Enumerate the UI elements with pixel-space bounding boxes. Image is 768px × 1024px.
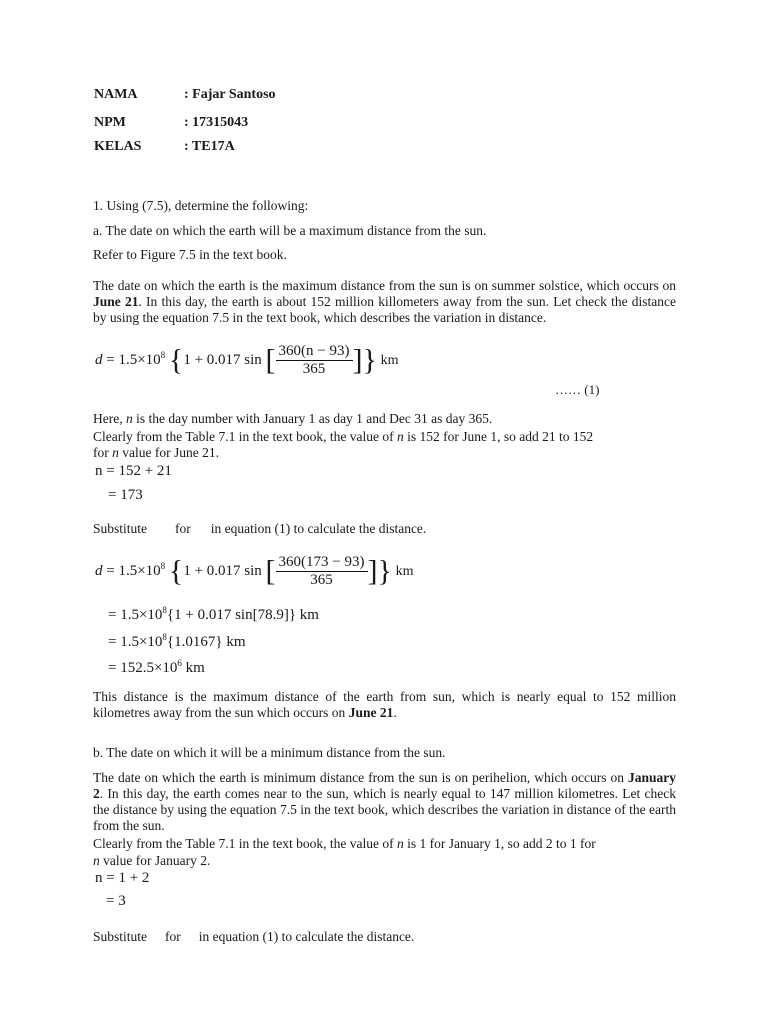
paragraph-2-line-3: for n value for June 21. (93, 445, 219, 460)
paragraph-5-line-1: Clearly from the Table 7.1 in the text book, the value of n is 1 for January 1, so add 2 to 1 for (93, 836, 596, 851)
npm-row (94, 115, 248, 131)
distance-step-3: = $1.5\times 10^8\{1.0167\}$ km (108, 632, 246, 650)
n-equation-b1: n = 1 + 2 (95, 870, 150, 886)
paragraph-2-line-1: Here, n is the day number with January 1 as day 1 and Dec 31 as day 365. (93, 411, 493, 426)
n-equation-1: n = 152 + 21 (95, 463, 172, 479)
distance-equation: $d = 1.5\times 10^8$ {1 + 0.017 sin [ $\frac{360(n - 93)}{365}$ ]} km (95, 343, 399, 377)
name-value: : Fajar Santoso (184, 87, 276, 102)
n-equation-b2: = 3 (106, 893, 126, 909)
paragraph-4: The date on which the earth is minimum distance from the sun is on perihelion, which occurs on January 2. In this day, the earth comes near to the sun, which is nearly equal to 147 million kilometres. Let check the distance by using the equation 7.5 in the text book, which describes the variation in distance of the earth from the sun. (93, 770, 676, 833)
distance-step-2: = $1.5\times 10^8\{1 + 0.017$ sin[78.9]} km (108, 605, 319, 623)
npm-value: : 17315043 (184, 115, 249, 130)
name-label: NAMA (94, 87, 138, 102)
question-intro: 1. Using (7.5), determine the following: (93, 198, 309, 213)
class-row (94, 139, 235, 155)
class-label: KELAS (94, 139, 142, 154)
part-a-heading: a. The date on which the earth will be a maximum distance from the sun. (93, 223, 487, 238)
substitute-line: Substitute for in equation (1) to calculate the distance. (93, 521, 427, 536)
paragraph-3: This distance is the maximum distance of the earth from sun, which is nearly equal to 152 million kilometres away from the sun which occurs on June 21. (93, 689, 676, 720)
npm-label: NPM (94, 115, 126, 130)
class-value: : TE17A (184, 139, 235, 154)
refer-text: Refer to Figure 7.5 in the text book. (93, 247, 287, 262)
paragraph-1: The date on which the earth is the maximum distance from the sun is on summer solstice, which occurs on June 21. In this day, the earth is about 152 million killometers away from the sun. Let check the distance by using the equation 7.5 in the text book, which describes the variation in distance. (93, 278, 676, 325)
equation-number: …… (1) (555, 382, 600, 397)
paragraph-5-line-2: n value for January 2. (93, 853, 211, 868)
distance-substituted: $d = 1.5\times 10^8$ {1 + 0.017 sin [ $\frac{360(173 - 93)}{365}$ ]} km (95, 554, 414, 588)
distance-result: = $152.5\times 10^6$ km (108, 658, 205, 676)
part-b-heading: b. The date on which it will be a minimum distance from the sun. (93, 745, 446, 760)
paragraph-2-line-2: Clearly from the Table 7.1 in the text book, the value of n is 152 for June 1, so add 21 to 152 (93, 429, 594, 444)
name-row (94, 87, 276, 103)
substitute-line-2: Substitute for in equation (1) to calculate the distance. (93, 929, 415, 944)
n-equation-2: = 173 (108, 487, 143, 503)
